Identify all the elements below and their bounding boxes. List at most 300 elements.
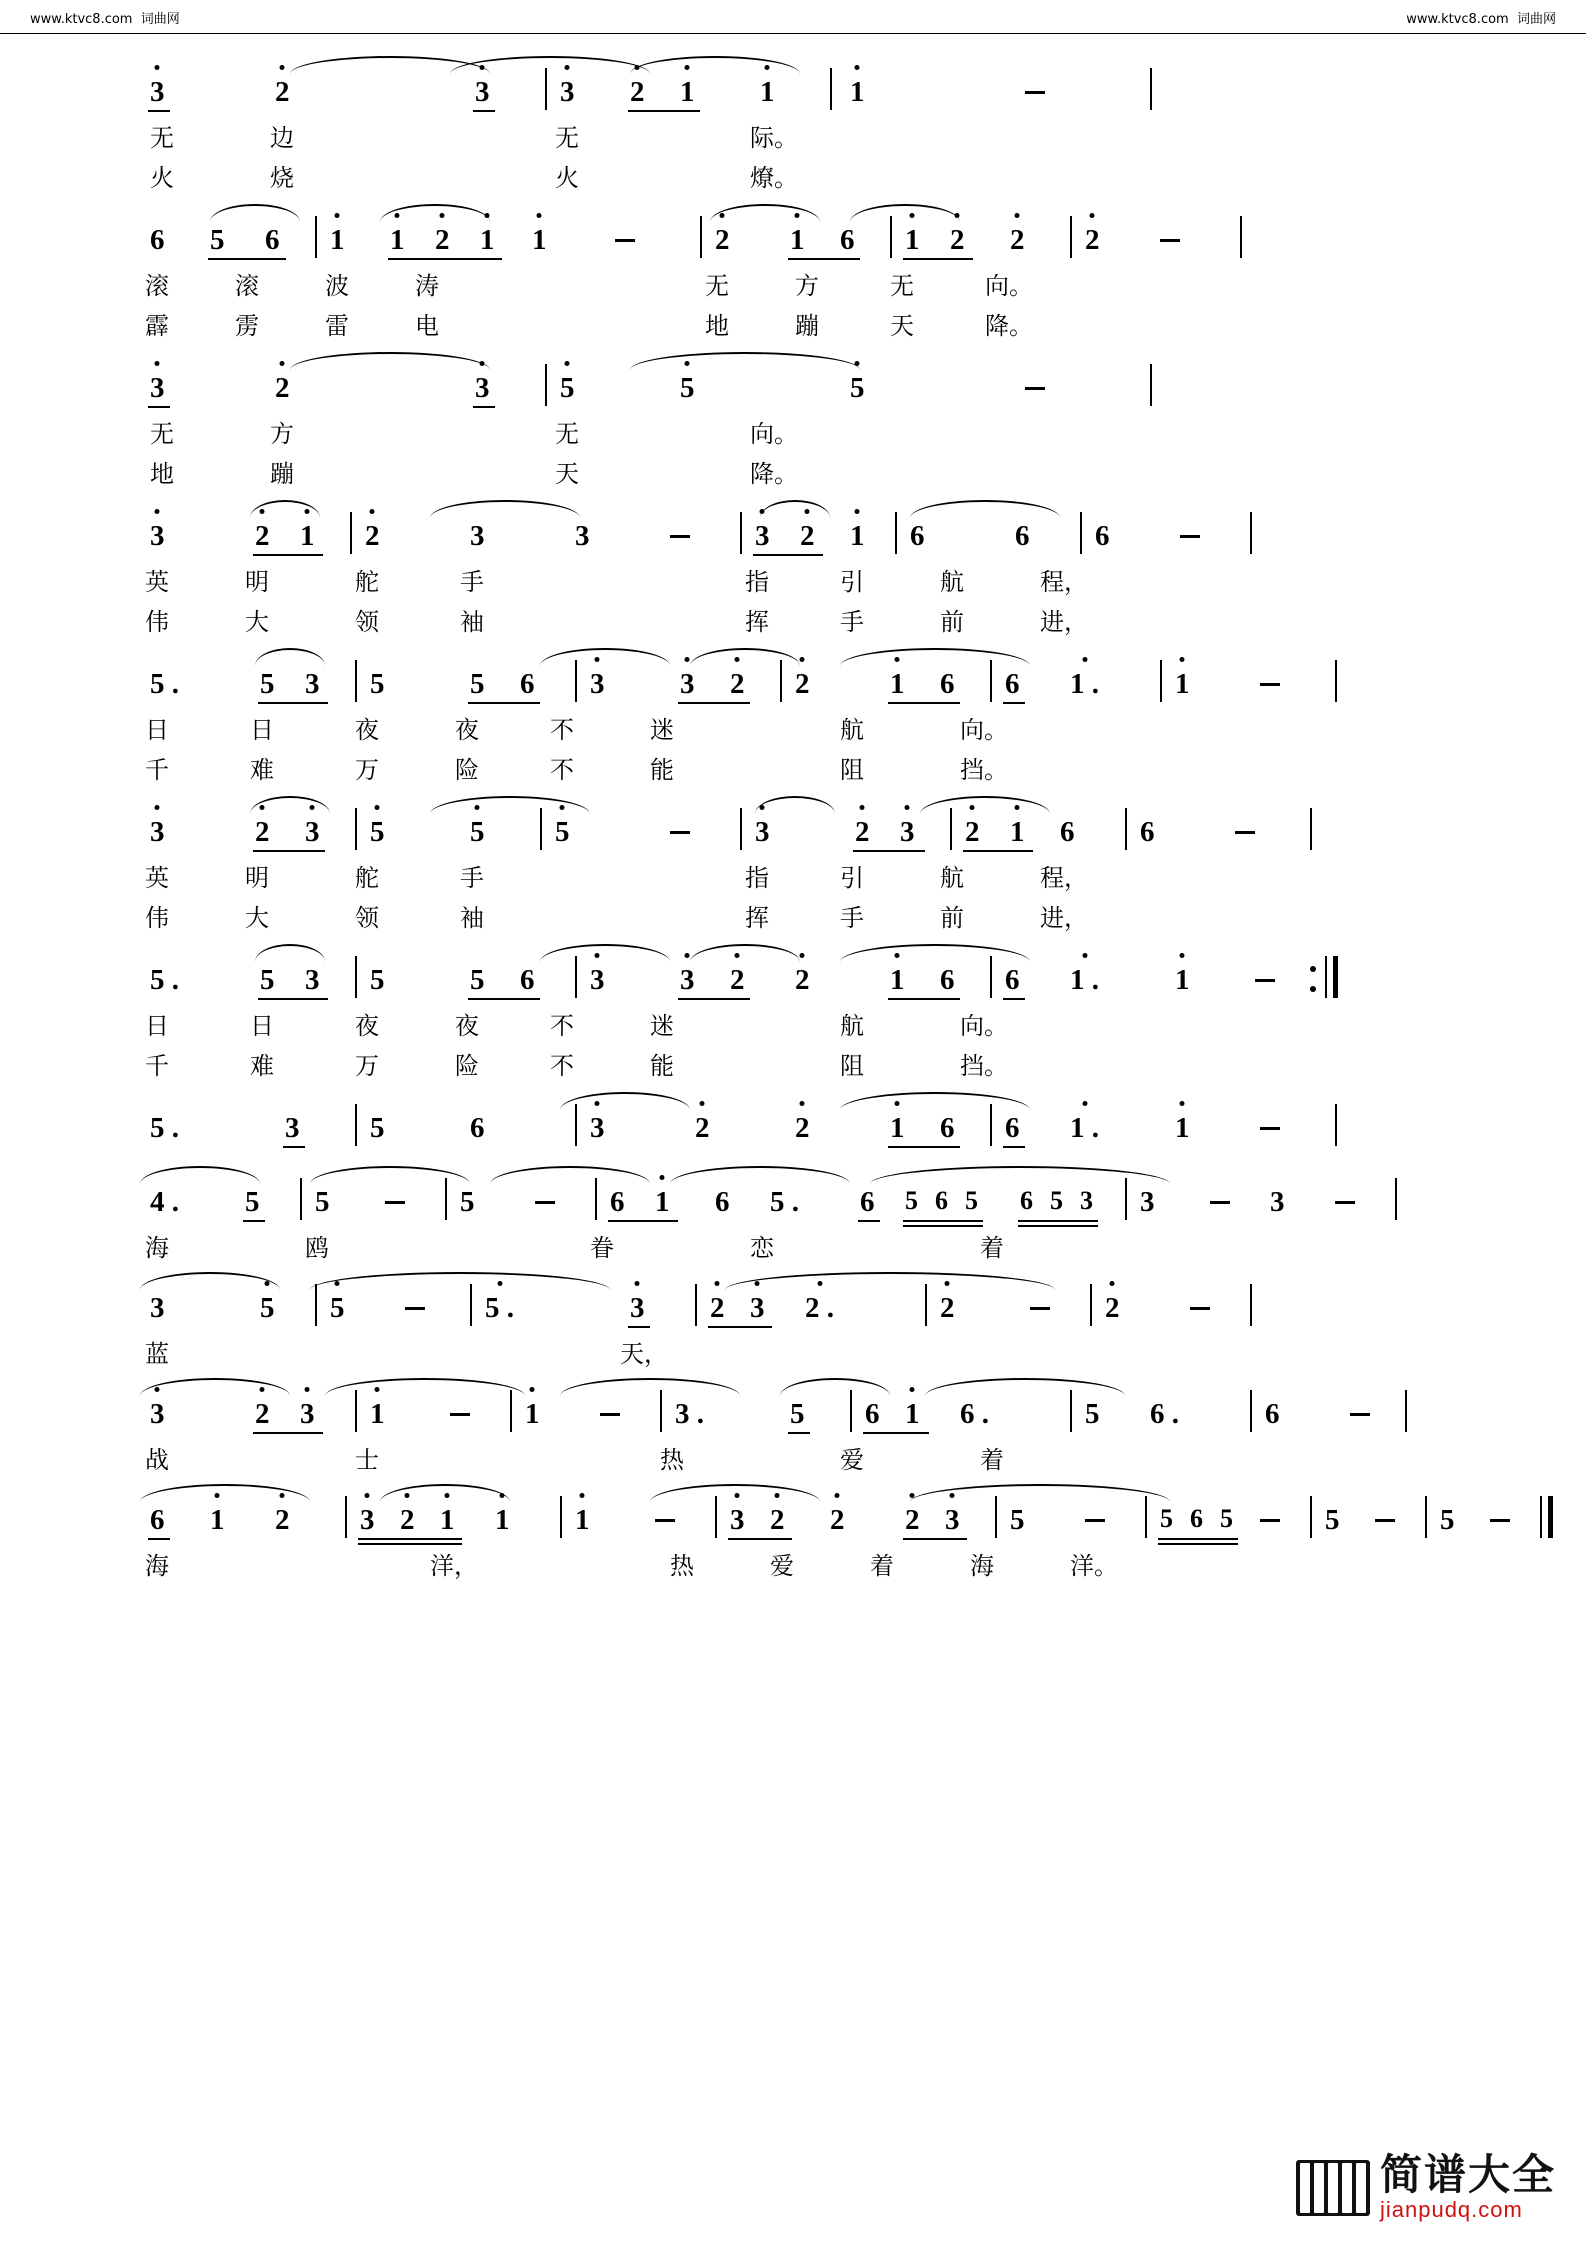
note: 1 xyxy=(655,1188,670,1217)
beam xyxy=(208,258,286,260)
staff-row-5 xyxy=(150,652,1410,714)
lyric-char: 指 xyxy=(745,864,769,892)
lyric-char: 舵 xyxy=(355,568,379,596)
note: 6 xyxy=(1190,1504,1203,1533)
lyric-char: 手 xyxy=(460,864,484,892)
beam xyxy=(253,554,323,556)
lyric-char: 火 xyxy=(555,164,579,192)
barline xyxy=(300,1178,302,1220)
note: 3 xyxy=(755,818,770,847)
note: 5 xyxy=(245,1186,260,1218)
note: 6 xyxy=(265,224,280,256)
beam xyxy=(888,1146,960,1148)
note: 6 . xyxy=(1150,1398,1179,1430)
lyric-char: 日 xyxy=(250,1012,274,1040)
lyric-char: 阻 xyxy=(840,756,864,784)
staff-row-11 xyxy=(150,1382,1410,1444)
lyric-char: 能 xyxy=(650,756,674,784)
note: 1 xyxy=(300,522,315,551)
note: 5 . xyxy=(150,964,179,996)
note: 1 xyxy=(525,1400,540,1429)
barline xyxy=(1080,512,1082,554)
note: 5 xyxy=(850,374,865,403)
note: 2 . xyxy=(805,1294,834,1323)
barline xyxy=(575,660,577,702)
beam xyxy=(1003,702,1025,704)
watermark-left-name: 词曲网 xyxy=(140,12,180,27)
lyric-char: 迷 xyxy=(650,1012,674,1040)
lyric-char: 无 xyxy=(705,272,729,300)
barline xyxy=(575,1104,577,1146)
note: 3 xyxy=(575,520,590,552)
note: 6 xyxy=(935,1186,948,1215)
sustain-dash xyxy=(670,535,690,538)
beam xyxy=(388,258,502,260)
barline xyxy=(1125,1178,1127,1220)
beam xyxy=(788,1432,810,1434)
staff-row-8 xyxy=(150,1096,1410,1158)
lyric-char: 夜 xyxy=(355,1012,379,1040)
note: 1 xyxy=(790,226,805,255)
lyrics-row-4 xyxy=(145,566,1410,652)
note: 3 xyxy=(730,1506,745,1535)
note: 1 xyxy=(370,1400,385,1429)
lyric-char: 伟 xyxy=(145,904,169,932)
lyrics-row-9 xyxy=(145,1232,1410,1276)
note: 6 xyxy=(1005,964,1020,996)
note: 3 xyxy=(590,670,605,699)
lyric-char: 天 xyxy=(890,312,914,340)
note: 1 xyxy=(760,78,775,107)
beam xyxy=(678,998,750,1000)
barline xyxy=(1325,956,1327,998)
lyric-char: 士 xyxy=(355,1446,379,1474)
staff-row-1 xyxy=(150,60,1410,122)
note: 1 xyxy=(330,226,345,255)
note: 5 xyxy=(1050,1186,1063,1215)
lyric-char: 航 xyxy=(840,1012,864,1040)
lyric-char: 难 xyxy=(250,756,274,784)
lyric-char: 阻 xyxy=(840,1052,864,1080)
beam xyxy=(963,850,1033,852)
lyrics-row-1 xyxy=(150,122,1410,208)
note: 3 xyxy=(680,670,695,699)
sustain-dash xyxy=(615,239,635,242)
barline xyxy=(560,1496,562,1538)
beam xyxy=(628,110,700,112)
note: 3 xyxy=(150,522,165,551)
note: 2 xyxy=(965,818,980,847)
beam xyxy=(148,406,170,408)
score-line-5 xyxy=(0,652,1586,800)
lyric-char: 向。 xyxy=(750,420,798,448)
note: 6 xyxy=(1095,520,1110,552)
note: 2 xyxy=(800,522,815,551)
sustain-dash xyxy=(1085,1519,1105,1522)
note: 1 xyxy=(905,226,920,255)
lyric-char: 热 xyxy=(660,1446,684,1474)
lyric-char: 电 xyxy=(415,312,439,340)
barline xyxy=(1145,1496,1147,1538)
lyric-char: 大 xyxy=(245,904,269,932)
lyric-char: 不 xyxy=(550,1052,574,1080)
lyrics-row-12 xyxy=(145,1550,1410,1594)
sustain-dash xyxy=(1490,1519,1510,1522)
note: 1 xyxy=(440,1506,455,1535)
barline xyxy=(355,808,357,850)
lyric-char: 指 xyxy=(745,568,769,596)
note: 4 . xyxy=(150,1186,179,1218)
note: 5 xyxy=(330,1294,345,1323)
sustain-dash xyxy=(1210,1201,1230,1204)
lyric-char: 战 xyxy=(145,1446,169,1474)
lyric-char: 热 xyxy=(670,1552,694,1580)
note: 5 xyxy=(210,224,225,256)
note: 3 xyxy=(755,522,770,551)
note: 2 xyxy=(710,1294,725,1323)
staff-row-12 xyxy=(150,1488,1455,1550)
lyric-char: 大 xyxy=(245,608,269,636)
lyric-char: 雳 xyxy=(235,312,259,340)
lyrics-row-11 xyxy=(145,1444,1410,1488)
beam xyxy=(753,554,823,556)
lyric-char: 燎。 xyxy=(750,164,798,192)
lyric-char: 英 xyxy=(145,568,169,596)
barline xyxy=(660,1390,662,1432)
note: 3 xyxy=(680,966,695,995)
barline xyxy=(1310,808,1312,850)
lyric-char: 无 xyxy=(150,420,174,448)
logo-text xyxy=(1379,2149,1556,2223)
note: 5 xyxy=(1010,1504,1025,1536)
barline xyxy=(1335,660,1337,702)
note: 3 xyxy=(1080,1186,1093,1215)
note: 3 xyxy=(150,818,165,847)
staff-row-7 xyxy=(150,948,1410,1010)
watermark-right-site: www.ktvc8.com xyxy=(1406,12,1509,27)
note: 6 xyxy=(940,668,955,700)
piano-keys-icon xyxy=(1296,2160,1370,2216)
note: 5 xyxy=(1325,1504,1340,1536)
note: 2 xyxy=(695,1114,710,1143)
barline xyxy=(1125,808,1127,850)
lyric-char: 航 xyxy=(840,716,864,744)
sustain-dash xyxy=(670,831,690,834)
lyric-char: 挥 xyxy=(745,608,769,636)
lyric-char: 海 xyxy=(145,1552,169,1580)
lyric-char: 地 xyxy=(150,460,174,488)
barline xyxy=(1250,512,1252,554)
note: 1 xyxy=(850,78,865,107)
score-line-1 xyxy=(0,60,1586,208)
lyric-char: 难 xyxy=(250,1052,274,1080)
lyric-char: 火 xyxy=(150,164,174,192)
beam xyxy=(358,1543,462,1545)
lyric-char: 不 xyxy=(550,1012,574,1040)
lyric-char: 不 xyxy=(550,716,574,744)
barline xyxy=(950,808,952,850)
lyric-char: 明 xyxy=(245,568,269,596)
beam xyxy=(863,1432,929,1434)
beam xyxy=(888,998,960,1000)
slur xyxy=(630,56,800,74)
note: 1 xyxy=(1175,670,1190,699)
note: 1 xyxy=(480,226,495,255)
repeat-dot xyxy=(1310,966,1316,972)
note: 5 xyxy=(790,1398,805,1430)
sustain-dash xyxy=(655,1519,675,1522)
beam xyxy=(1158,1538,1238,1540)
note: 3 xyxy=(360,1506,375,1535)
barline xyxy=(740,512,742,554)
sustain-dash xyxy=(1350,1413,1370,1416)
note: 6 xyxy=(940,964,955,996)
beam xyxy=(253,850,325,852)
beam xyxy=(243,1220,265,1222)
lyric-char: 手 xyxy=(840,608,864,636)
barline xyxy=(595,1178,597,1220)
barline xyxy=(355,660,357,702)
note: 3 xyxy=(630,1294,645,1323)
beam xyxy=(628,1326,650,1328)
beam xyxy=(728,1538,792,1540)
note: 2 xyxy=(255,818,270,847)
lyric-char: 手 xyxy=(840,904,864,932)
barline xyxy=(355,1104,357,1146)
top-watermark-bar xyxy=(0,0,1586,34)
note: 6 xyxy=(715,1186,730,1218)
note: 6 xyxy=(940,1112,955,1144)
note: 1 xyxy=(210,1506,225,1535)
barline xyxy=(315,1284,317,1326)
music-score-sheet xyxy=(0,60,1586,1594)
barline xyxy=(925,1284,927,1326)
note: 1 xyxy=(575,1506,590,1535)
staff-row-4 xyxy=(150,504,1410,566)
beam xyxy=(1003,998,1025,1000)
note: 2 xyxy=(365,522,380,551)
barline xyxy=(315,216,317,258)
barline xyxy=(990,956,992,998)
lyric-char: 爱 xyxy=(770,1552,794,1580)
lyrics-row-6 xyxy=(145,862,1410,948)
note: 3 xyxy=(945,1506,960,1535)
barline xyxy=(700,216,702,258)
sustain-dash xyxy=(1235,831,1255,834)
note: 1 xyxy=(850,522,865,551)
lyric-char: 万 xyxy=(355,1052,379,1080)
sustain-dash xyxy=(1375,1519,1395,1522)
score-line-7 xyxy=(0,948,1586,1096)
barline xyxy=(355,1390,357,1432)
barline xyxy=(1405,1390,1407,1432)
sustain-dash xyxy=(1260,683,1280,686)
lyric-char: 鸥 xyxy=(305,1234,329,1262)
beam xyxy=(608,1220,678,1222)
beam xyxy=(358,1538,462,1540)
barline xyxy=(1250,1284,1252,1326)
sustain-dash xyxy=(1255,979,1275,982)
lyric-char: 霹 xyxy=(145,312,169,340)
staff-row-9 xyxy=(150,1170,1410,1232)
note: 2 xyxy=(715,226,730,255)
lyric-char: 能 xyxy=(650,1052,674,1080)
lyric-char: 挡。 xyxy=(960,756,1008,784)
note: 2 xyxy=(770,1506,785,1535)
barline xyxy=(1250,1390,1252,1432)
barline xyxy=(1310,1496,1312,1538)
note: 5 xyxy=(260,1294,275,1323)
barline xyxy=(1540,1496,1542,1538)
barline xyxy=(1090,1284,1092,1326)
note: 2 xyxy=(830,1506,845,1535)
beam xyxy=(708,1326,772,1328)
note: 1 xyxy=(905,1400,920,1429)
barline xyxy=(350,512,352,554)
lyric-char: 日 xyxy=(145,1012,169,1040)
note: 3 xyxy=(150,78,165,107)
barline xyxy=(345,1496,347,1538)
lyric-char: 万 xyxy=(355,756,379,784)
note: 2 xyxy=(275,1506,290,1535)
note: 3 xyxy=(560,78,575,107)
note: 5 . xyxy=(485,1294,514,1323)
note: 3 xyxy=(470,520,485,552)
lyric-char: 挥 xyxy=(745,904,769,932)
lyric-char: 迷 xyxy=(650,716,674,744)
lyric-char: 引 xyxy=(840,568,864,596)
note: 2 xyxy=(795,966,810,995)
note: 6 xyxy=(1265,1398,1280,1430)
note: 1 xyxy=(890,966,905,995)
beam xyxy=(903,258,973,260)
lyric-char: 航 xyxy=(940,568,964,596)
barline xyxy=(995,1496,997,1538)
beam xyxy=(1018,1220,1098,1222)
note: 5 xyxy=(470,818,485,847)
note: 5 . xyxy=(150,668,179,700)
repeat-barline xyxy=(1333,956,1338,998)
note: 5 xyxy=(470,668,485,700)
barline xyxy=(545,364,547,406)
barline xyxy=(445,1178,447,1220)
barline xyxy=(1150,68,1152,110)
note: 3 xyxy=(150,374,165,403)
note: 3 xyxy=(305,668,320,700)
sustain-dash xyxy=(450,1413,470,1416)
lyric-char: 袖 xyxy=(460,608,484,636)
note: 3 xyxy=(590,966,605,995)
note: 3 xyxy=(475,374,490,403)
beam xyxy=(1018,1225,1098,1227)
beam xyxy=(1003,1146,1025,1148)
lyric-char: 边 xyxy=(270,124,294,152)
staff-row-2 xyxy=(150,208,1410,270)
note: 2 xyxy=(730,966,745,995)
lyric-char: 降。 xyxy=(750,460,798,488)
beam xyxy=(148,110,170,112)
lyric-char: 滚 xyxy=(145,272,169,300)
lyric-char: 日 xyxy=(250,716,274,744)
score-line-4 xyxy=(0,504,1586,652)
note: 5 xyxy=(470,964,485,996)
note: 6 xyxy=(1005,1112,1020,1144)
lyrics-row-5 xyxy=(145,714,1410,800)
barline xyxy=(1070,1390,1072,1432)
note: 5 xyxy=(1220,1504,1233,1533)
note: 6 xyxy=(1140,816,1155,848)
note: 5 xyxy=(555,818,570,847)
lyric-char: 滚 xyxy=(235,272,259,300)
score-line-10 xyxy=(0,1276,1586,1382)
note: 1 . xyxy=(1070,670,1099,699)
note: 2 xyxy=(400,1506,415,1535)
lyric-char: 伟 xyxy=(145,608,169,636)
note: 2 xyxy=(275,78,290,107)
note: 2 xyxy=(1085,226,1100,255)
lyric-char: 着 xyxy=(980,1234,1004,1262)
lyric-char: 航 xyxy=(940,864,964,892)
note: 3 . xyxy=(675,1398,704,1430)
barline xyxy=(780,660,782,702)
lyric-char: 向。 xyxy=(985,272,1033,300)
barline xyxy=(1425,1496,1427,1538)
lyric-char: 烧 xyxy=(270,164,294,192)
note: 2 xyxy=(795,1114,810,1143)
note: 5 xyxy=(1440,1504,1455,1536)
lyric-char: 无 xyxy=(890,272,914,300)
note: 5 xyxy=(260,668,275,700)
lyric-char: 领 xyxy=(355,608,379,636)
barline xyxy=(1150,364,1152,406)
barline xyxy=(1395,1178,1397,1220)
barline xyxy=(1335,1104,1337,1146)
sustain-dash xyxy=(1260,1519,1280,1522)
lyric-char: 雷 xyxy=(325,312,349,340)
note: 2 xyxy=(795,670,810,699)
barline xyxy=(990,660,992,702)
note: 2 xyxy=(1010,226,1025,255)
note: 2 xyxy=(855,818,870,847)
lyric-char: 地 xyxy=(705,312,729,340)
lyrics-row-3 xyxy=(150,418,1410,504)
barline xyxy=(540,808,542,850)
beam xyxy=(858,1220,880,1222)
site-logo[interactable] xyxy=(1296,2149,1556,2223)
note: 1 xyxy=(890,1114,905,1143)
lyric-char: 险 xyxy=(455,1052,479,1080)
lyric-char: 际。 xyxy=(750,124,798,152)
note: 1 xyxy=(532,226,547,255)
logo-title-en: jianpudq.com xyxy=(1379,2197,1523,2223)
sustain-dash xyxy=(1180,535,1200,538)
lyric-char: 海 xyxy=(145,1234,169,1262)
barline xyxy=(695,1284,697,1326)
barline xyxy=(990,1104,992,1146)
note: 2 xyxy=(905,1506,920,1535)
barline xyxy=(1160,660,1162,702)
lyric-char: 前 xyxy=(940,904,964,932)
note: 5 xyxy=(315,1186,330,1218)
note: 1 xyxy=(495,1506,510,1535)
lyric-char: 涛 xyxy=(415,272,439,300)
lyric-char: 挡。 xyxy=(960,1052,1008,1080)
lyric-char: 恋 xyxy=(750,1234,774,1262)
lyric-char: 方 xyxy=(270,420,294,448)
beam xyxy=(903,1538,967,1540)
lyric-char: 洋。 xyxy=(1070,1552,1118,1580)
note: 3 xyxy=(900,818,915,847)
